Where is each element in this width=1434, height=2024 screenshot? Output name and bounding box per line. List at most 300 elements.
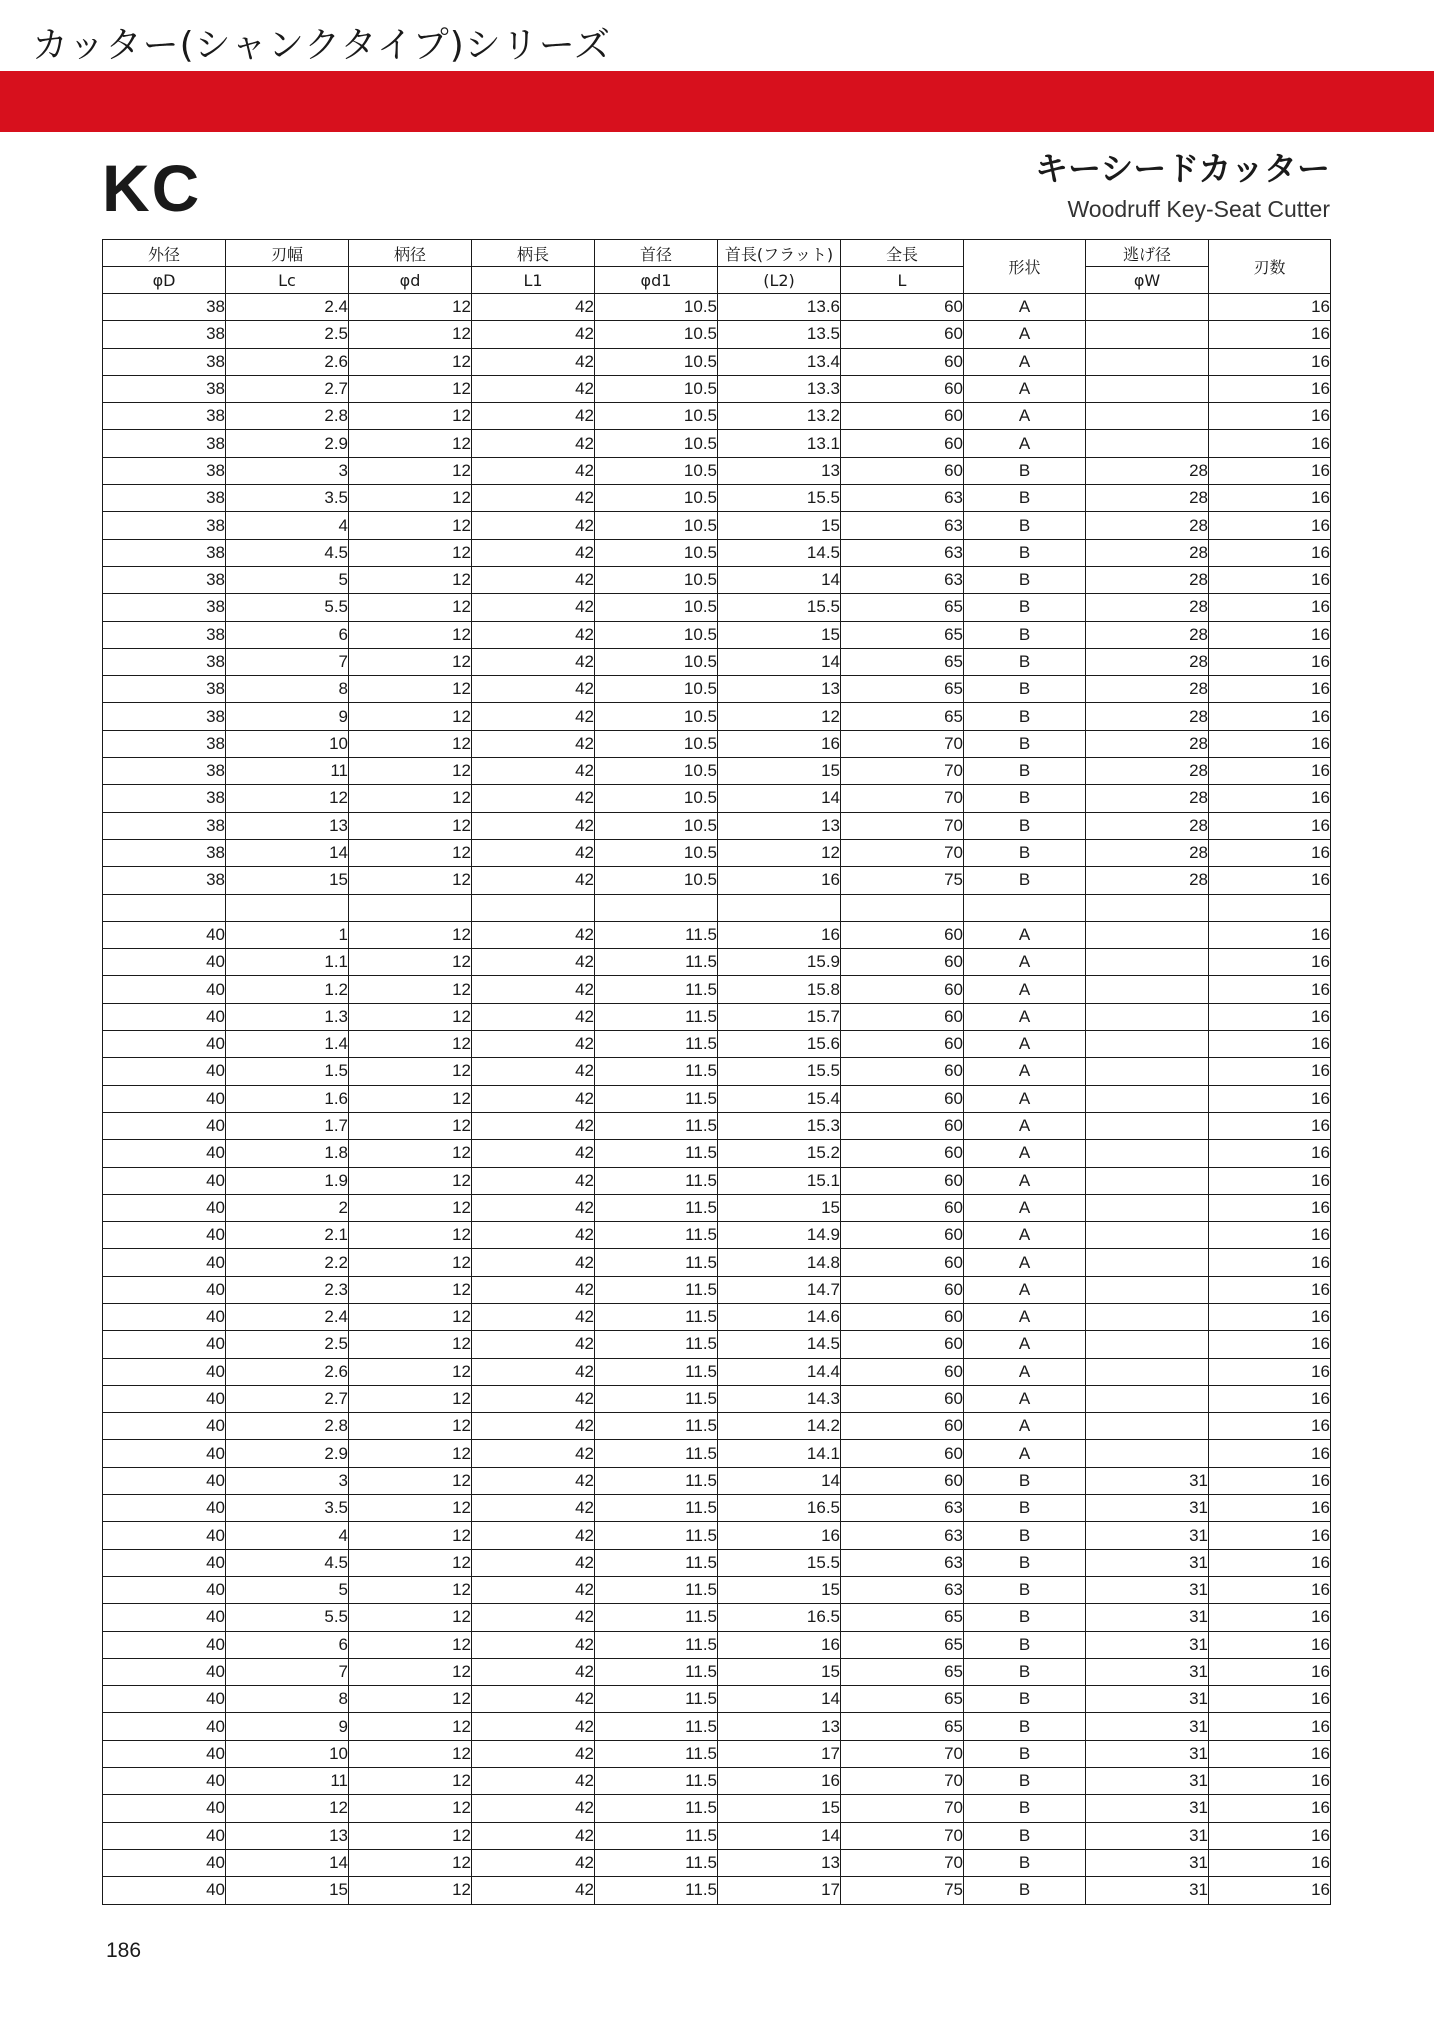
cell-outer-diameter: 38 bbox=[103, 676, 226, 703]
cell-overall-length: 60 bbox=[841, 430, 964, 457]
cell-flutes: 16 bbox=[1209, 1167, 1331, 1194]
cell-relief-diameter bbox=[1086, 1413, 1209, 1440]
cell-shank-diameter: 12 bbox=[349, 648, 472, 675]
cell-shape: A bbox=[964, 1058, 1086, 1085]
cell-shank-diameter: 12 bbox=[349, 812, 472, 839]
cell-shank-diameter: 12 bbox=[349, 1140, 472, 1167]
cell-neck-diameter: 11.5 bbox=[595, 1604, 718, 1631]
cell-relief-diameter: 31 bbox=[1086, 1686, 1209, 1713]
col-symbol-phi-d-outer: φD bbox=[103, 267, 226, 294]
cell-neck-diameter: 10.5 bbox=[595, 785, 718, 812]
cell-neck-length: 16 bbox=[718, 867, 841, 894]
cell-neck-diameter: 11.5 bbox=[595, 1467, 718, 1494]
cell-relief-diameter bbox=[1086, 1222, 1209, 1249]
cell-neck-diameter: 10.5 bbox=[595, 566, 718, 593]
table-row bbox=[103, 1358, 1331, 1385]
cell-blade-width: 3 bbox=[226, 457, 349, 484]
cell-neck-length: 15.1 bbox=[718, 1167, 841, 1194]
cell-outer-diameter: 40 bbox=[103, 1495, 226, 1522]
cell-neck-diameter: 11.5 bbox=[595, 1713, 718, 1740]
table-row bbox=[103, 1276, 1331, 1303]
table-row bbox=[103, 1822, 1331, 1849]
cell-relief-diameter bbox=[1086, 949, 1209, 976]
cell-outer-diameter: 38 bbox=[103, 812, 226, 839]
cell-shank-length: 42 bbox=[472, 621, 595, 648]
cell-shank-diameter: 12 bbox=[349, 1440, 472, 1467]
cell-outer-diameter: 38 bbox=[103, 321, 226, 348]
cell-blade-width: 12 bbox=[226, 785, 349, 812]
cell-shank-length: 42 bbox=[472, 539, 595, 566]
cell-shape: B bbox=[964, 676, 1086, 703]
cell-outer-diameter: 40 bbox=[103, 1604, 226, 1631]
cell-relief-diameter bbox=[1086, 1249, 1209, 1276]
cell-shank-length: 42 bbox=[472, 785, 595, 812]
cell-blade-width: 2.8 bbox=[226, 1413, 349, 1440]
cell-shank-length: 42 bbox=[472, 1358, 595, 1385]
table-row bbox=[103, 1877, 1331, 1904]
cell-outer-diameter: 38 bbox=[103, 348, 226, 375]
cell-outer-diameter: 38 bbox=[103, 839, 226, 866]
cell-blade-width: 5 bbox=[226, 566, 349, 593]
cell-flutes: 16 bbox=[1209, 430, 1331, 457]
cell-shape: B bbox=[964, 539, 1086, 566]
cell-neck-diameter: 10.5 bbox=[595, 839, 718, 866]
cell-shank-diameter: 12 bbox=[349, 1085, 472, 1112]
cell-outer-diameter: 40 bbox=[103, 976, 226, 1003]
cell-blade-width: 2.9 bbox=[226, 430, 349, 457]
cell-blade-width: 14 bbox=[226, 839, 349, 866]
cell-shape: A bbox=[964, 1358, 1086, 1385]
cell-shank-diameter: 12 bbox=[349, 1331, 472, 1358]
cell-overall-length: 60 bbox=[841, 403, 964, 430]
cell-neck-length: 15.9 bbox=[718, 949, 841, 976]
cell-neck-length: 13 bbox=[718, 1713, 841, 1740]
cell-shank-diameter: 12 bbox=[349, 321, 472, 348]
cell-overall-length: 65 bbox=[841, 1713, 964, 1740]
table-row bbox=[103, 976, 1331, 1003]
cell-blade-width: 9 bbox=[226, 1713, 349, 1740]
cell-neck-diameter: 11.5 bbox=[595, 1249, 718, 1276]
cell-blade-width bbox=[226, 894, 349, 921]
cell-relief-diameter: 28 bbox=[1086, 539, 1209, 566]
cell-outer-diameter: 40 bbox=[103, 1822, 226, 1849]
cell-shank-diameter: 12 bbox=[349, 1549, 472, 1576]
cell-shank-diameter: 12 bbox=[349, 730, 472, 757]
cell-overall-length: 60 bbox=[841, 1249, 964, 1276]
cell-flutes: 16 bbox=[1209, 1795, 1331, 1822]
cell-blade-width: 1.4 bbox=[226, 1031, 349, 1058]
cell-neck-diameter: 11.5 bbox=[595, 1385, 718, 1412]
cell-outer-diameter: 38 bbox=[103, 403, 226, 430]
cell-neck-diameter: 10.5 bbox=[595, 703, 718, 730]
cell-neck-diameter: 11.5 bbox=[595, 1222, 718, 1249]
cell-outer-diameter: 40 bbox=[103, 1849, 226, 1876]
cell-shank-length: 42 bbox=[472, 758, 595, 785]
cell-neck-diameter: 10.5 bbox=[595, 375, 718, 402]
cell-outer-diameter: 40 bbox=[103, 1549, 226, 1576]
cell-shank-length: 42 bbox=[472, 1877, 595, 1904]
cell-overall-length: 65 bbox=[841, 1604, 964, 1631]
cell-shank-diameter: 12 bbox=[349, 566, 472, 593]
cell-blade-width: 3.5 bbox=[226, 1495, 349, 1522]
cell-shank-length: 42 bbox=[472, 403, 595, 430]
cell-overall-length: 60 bbox=[841, 949, 964, 976]
cell-blade-width: 10 bbox=[226, 1740, 349, 1767]
cell-shank-length: 42 bbox=[472, 430, 595, 457]
cell-overall-length: 70 bbox=[841, 812, 964, 839]
cell-shape: A bbox=[964, 1276, 1086, 1303]
cell-blade-width: 11 bbox=[226, 1768, 349, 1795]
cell-relief-diameter: 31 bbox=[1086, 1522, 1209, 1549]
cell-neck-length: 15.5 bbox=[718, 485, 841, 512]
table-row bbox=[103, 1604, 1331, 1631]
cell-outer-diameter: 40 bbox=[103, 1003, 226, 1030]
cell-blade-width: 3 bbox=[226, 1467, 349, 1494]
cell-neck-diameter: 11.5 bbox=[595, 949, 718, 976]
cell-shank-length: 42 bbox=[472, 867, 595, 894]
cell-neck-length: 14.3 bbox=[718, 1385, 841, 1412]
table-row bbox=[103, 1576, 1331, 1603]
cell-overall-length: 60 bbox=[841, 1276, 964, 1303]
cell-blade-width: 4.5 bbox=[226, 1549, 349, 1576]
cell-blade-width: 1.9 bbox=[226, 1167, 349, 1194]
cell-neck-length: 15.5 bbox=[718, 1549, 841, 1576]
cell-relief-diameter bbox=[1086, 1303, 1209, 1330]
cell-shank-length: 42 bbox=[472, 1385, 595, 1412]
table-row bbox=[103, 1740, 1331, 1767]
cell-shank-diameter: 12 bbox=[349, 594, 472, 621]
cell-overall-length: 65 bbox=[841, 1631, 964, 1658]
cell-neck-length: 15 bbox=[718, 1576, 841, 1603]
cell-overall-length: 65 bbox=[841, 621, 964, 648]
cell-outer-diameter: 38 bbox=[103, 648, 226, 675]
cell-flutes: 16 bbox=[1209, 648, 1331, 675]
page-number: 186 bbox=[106, 1939, 142, 1962]
cell-neck-diameter bbox=[595, 894, 718, 921]
cell-blade-width: 1.5 bbox=[226, 1058, 349, 1085]
cell-shank-length: 42 bbox=[472, 812, 595, 839]
cell-blade-width: 1.1 bbox=[226, 949, 349, 976]
cell-relief-diameter bbox=[1086, 1003, 1209, 1030]
cell-neck-diameter: 11.5 bbox=[595, 1167, 718, 1194]
cell-flutes: 16 bbox=[1209, 512, 1331, 539]
cell-neck-diameter: 11.5 bbox=[595, 1140, 718, 1167]
table-row bbox=[103, 1140, 1331, 1167]
cell-overall-length: 60 bbox=[841, 1003, 964, 1030]
cell-shape: A bbox=[964, 976, 1086, 1003]
cell-neck-diameter: 11.5 bbox=[595, 1276, 718, 1303]
col-symbol-l2: (L2) bbox=[718, 267, 841, 294]
cell-flutes: 16 bbox=[1209, 1249, 1331, 1276]
cell-shank-diameter: 12 bbox=[349, 1658, 472, 1685]
cell-overall-length: 60 bbox=[841, 348, 964, 375]
table-row bbox=[103, 1385, 1331, 1412]
cell-shank-length: 42 bbox=[472, 1140, 595, 1167]
table-row bbox=[103, 676, 1331, 703]
cell-shank-diameter: 12 bbox=[349, 375, 472, 402]
cell-blade-width: 1.3 bbox=[226, 1003, 349, 1030]
cell-shape: B bbox=[964, 1849, 1086, 1876]
cell-flutes: 16 bbox=[1209, 1413, 1331, 1440]
cell-neck-length bbox=[718, 894, 841, 921]
cell-neck-length: 16 bbox=[718, 1768, 841, 1795]
col-symbol-phi-w: φW bbox=[1086, 267, 1209, 294]
header-row-symbols bbox=[103, 267, 1331, 294]
cell-overall-length: 65 bbox=[841, 648, 964, 675]
cell-flutes: 16 bbox=[1209, 949, 1331, 976]
cell-shape: A bbox=[964, 1222, 1086, 1249]
cell-blade-width: 8 bbox=[226, 1686, 349, 1713]
cell-flutes: 16 bbox=[1209, 1713, 1331, 1740]
cell-shape: A bbox=[964, 403, 1086, 430]
cell-overall-length: 63 bbox=[841, 485, 964, 512]
cell-overall-length: 70 bbox=[841, 758, 964, 785]
cell-blade-width: 2.8 bbox=[226, 403, 349, 430]
cell-shape: A bbox=[964, 1440, 1086, 1467]
cell-outer-diameter: 38 bbox=[103, 758, 226, 785]
cell-shape: B bbox=[964, 1604, 1086, 1631]
cell-overall-length: 70 bbox=[841, 730, 964, 757]
cell-neck-length: 14.5 bbox=[718, 539, 841, 566]
table-row bbox=[103, 1495, 1331, 1522]
cell-shape: A bbox=[964, 348, 1086, 375]
table-row bbox=[103, 1167, 1331, 1194]
cell-relief-diameter bbox=[1086, 976, 1209, 1003]
cell-relief-diameter: 31 bbox=[1086, 1795, 1209, 1822]
cell-shape: B bbox=[964, 1631, 1086, 1658]
table-row bbox=[103, 894, 1331, 921]
cell-shape: B bbox=[964, 1822, 1086, 1849]
cell-overall-length: 63 bbox=[841, 539, 964, 566]
cell-neck-length: 15 bbox=[718, 1795, 841, 1822]
cell-overall-length: 75 bbox=[841, 867, 964, 894]
cell-shank-diameter: 12 bbox=[349, 1276, 472, 1303]
cell-outer-diameter: 38 bbox=[103, 703, 226, 730]
cell-overall-length: 60 bbox=[841, 1194, 964, 1221]
col-header-neck-length: 首長(フラット) bbox=[718, 240, 841, 267]
cell-overall-length: 60 bbox=[841, 1085, 964, 1112]
cell-neck-diameter: 11.5 bbox=[595, 1331, 718, 1358]
cell-blade-width: 2 bbox=[226, 1194, 349, 1221]
cell-relief-diameter bbox=[1086, 921, 1209, 948]
cell-shank-diameter: 12 bbox=[349, 1031, 472, 1058]
cell-relief-diameter bbox=[1086, 1140, 1209, 1167]
cell-shape: A bbox=[964, 1003, 1086, 1030]
cell-neck-diameter: 11.5 bbox=[595, 1658, 718, 1685]
cell-relief-diameter: 28 bbox=[1086, 839, 1209, 866]
header-red-band bbox=[0, 71, 1434, 132]
cell-shape: B bbox=[964, 812, 1086, 839]
cell-blade-width: 2.6 bbox=[226, 348, 349, 375]
cell-neck-diameter: 11.5 bbox=[595, 1549, 718, 1576]
cell-flutes: 16 bbox=[1209, 321, 1331, 348]
cell-blade-width: 1.7 bbox=[226, 1112, 349, 1139]
cell-neck-diameter: 10.5 bbox=[595, 403, 718, 430]
cell-neck-diameter: 10.5 bbox=[595, 676, 718, 703]
col-symbol-lc: Lc bbox=[226, 267, 349, 294]
cell-shape: B bbox=[964, 1686, 1086, 1713]
cell-shape: A bbox=[964, 1085, 1086, 1112]
cell-flutes: 16 bbox=[1209, 375, 1331, 402]
cell-shape: B bbox=[964, 1795, 1086, 1822]
cell-flutes: 16 bbox=[1209, 1604, 1331, 1631]
cell-overall-length: 60 bbox=[841, 1467, 964, 1494]
cell-neck-diameter: 11.5 bbox=[595, 1112, 718, 1139]
cell-flutes: 16 bbox=[1209, 485, 1331, 512]
cell-neck-diameter: 10.5 bbox=[595, 621, 718, 648]
cell-neck-diameter: 11.5 bbox=[595, 1740, 718, 1767]
cell-shape: B bbox=[964, 1713, 1086, 1740]
cell-flutes: 16 bbox=[1209, 1385, 1331, 1412]
cell-flutes: 16 bbox=[1209, 921, 1331, 948]
cell-shank-diameter: 12 bbox=[349, 485, 472, 512]
cell-neck-diameter: 10.5 bbox=[595, 594, 718, 621]
cell-shank-length: 42 bbox=[472, 703, 595, 730]
cell-shank-diameter: 12 bbox=[349, 1222, 472, 1249]
cell-shape: B bbox=[964, 566, 1086, 593]
col-header-flutes: 刃数 bbox=[1209, 240, 1331, 294]
cell-outer-diameter: 38 bbox=[103, 785, 226, 812]
cell-shape: B bbox=[964, 594, 1086, 621]
cell-shape: A bbox=[964, 294, 1086, 321]
col-header-overall-length: 全長 bbox=[841, 240, 964, 267]
cell-shape: B bbox=[964, 1576, 1086, 1603]
cell-blade-width: 6 bbox=[226, 1631, 349, 1658]
cell-blade-width: 1.8 bbox=[226, 1140, 349, 1167]
cell-shape: A bbox=[964, 1413, 1086, 1440]
cell-outer-diameter: 40 bbox=[103, 1331, 226, 1358]
cell-relief-diameter: 28 bbox=[1086, 785, 1209, 812]
table-row bbox=[103, 839, 1331, 866]
cell-flutes: 16 bbox=[1209, 566, 1331, 593]
cell-shank-diameter: 12 bbox=[349, 539, 472, 566]
table-row bbox=[103, 703, 1331, 730]
cell-relief-diameter: 31 bbox=[1086, 1658, 1209, 1685]
cell-relief-diameter bbox=[1086, 1276, 1209, 1303]
cell-shank-diameter: 12 bbox=[349, 1058, 472, 1085]
cell-overall-length: 60 bbox=[841, 1413, 964, 1440]
cell-shape: B bbox=[964, 1467, 1086, 1494]
cell-blade-width: 14 bbox=[226, 1849, 349, 1876]
cell-shape: A bbox=[964, 1303, 1086, 1330]
cell-flutes: 16 bbox=[1209, 1576, 1331, 1603]
col-header-blade-width: 刃幅 bbox=[226, 240, 349, 267]
cell-overall-length: 65 bbox=[841, 703, 964, 730]
cell-shank-diameter: 12 bbox=[349, 1822, 472, 1849]
cell-outer-diameter: 40 bbox=[103, 1167, 226, 1194]
cell-blade-width: 10 bbox=[226, 730, 349, 757]
cell-relief-diameter: 28 bbox=[1086, 485, 1209, 512]
cell-overall-length: 60 bbox=[841, 1303, 964, 1330]
cell-flutes: 16 bbox=[1209, 1467, 1331, 1494]
table-row bbox=[103, 1522, 1331, 1549]
cell-shank-diameter: 12 bbox=[349, 1686, 472, 1713]
cell-neck-length: 14.1 bbox=[718, 1440, 841, 1467]
cell-flutes: 16 bbox=[1209, 1822, 1331, 1849]
cell-shank-length: 42 bbox=[472, 1249, 595, 1276]
cell-outer-diameter: 38 bbox=[103, 730, 226, 757]
cell-neck-length: 14.5 bbox=[718, 1331, 841, 1358]
cell-shank-diameter: 12 bbox=[349, 430, 472, 457]
cell-overall-length: 65 bbox=[841, 1686, 964, 1713]
cell-shank-diameter: 12 bbox=[349, 1249, 472, 1276]
cell-outer-diameter: 40 bbox=[103, 1358, 226, 1385]
cell-shank-length: 42 bbox=[472, 375, 595, 402]
cell-blade-width: 9 bbox=[226, 703, 349, 730]
cell-shank-diameter: 12 bbox=[349, 867, 472, 894]
cell-shank-diameter: 12 bbox=[349, 294, 472, 321]
cell-flutes: 16 bbox=[1209, 294, 1331, 321]
cell-neck-length: 14 bbox=[718, 648, 841, 675]
cell-neck-length: 16.5 bbox=[718, 1604, 841, 1631]
cell-shape: A bbox=[964, 1031, 1086, 1058]
cell-flutes: 16 bbox=[1209, 1877, 1331, 1904]
cell-shape: A bbox=[964, 921, 1086, 948]
cell-neck-diameter: 11.5 bbox=[595, 921, 718, 948]
cell-shank-diameter: 12 bbox=[349, 1795, 472, 1822]
col-header-shank-diameter: 柄径 bbox=[349, 240, 472, 267]
cell-relief-diameter bbox=[1086, 294, 1209, 321]
table-row bbox=[103, 648, 1331, 675]
cell-outer-diameter: 40 bbox=[103, 1795, 226, 1822]
cell-shape bbox=[964, 894, 1086, 921]
cell-outer-diameter: 40 bbox=[103, 1085, 226, 1112]
cell-blade-width: 2.5 bbox=[226, 321, 349, 348]
cell-overall-length: 70 bbox=[841, 785, 964, 812]
cell-shape: B bbox=[964, 730, 1086, 757]
cell-shank-length: 42 bbox=[472, 1740, 595, 1767]
cell-neck-diameter: 10.5 bbox=[595, 730, 718, 757]
cell-shape: A bbox=[964, 430, 1086, 457]
cell-flutes: 16 bbox=[1209, 1631, 1331, 1658]
cell-flutes: 16 bbox=[1209, 839, 1331, 866]
cell-overall-length: 75 bbox=[841, 1877, 964, 1904]
cell-flutes: 16 bbox=[1209, 730, 1331, 757]
table-row bbox=[103, 485, 1331, 512]
cell-flutes: 16 bbox=[1209, 539, 1331, 566]
cell-outer-diameter: 38 bbox=[103, 512, 226, 539]
cell-blade-width: 13 bbox=[226, 812, 349, 839]
cell-shape: B bbox=[964, 758, 1086, 785]
cell-shape: A bbox=[964, 1249, 1086, 1276]
cell-neck-length: 15 bbox=[718, 1658, 841, 1685]
cell-relief-diameter: 31 bbox=[1086, 1713, 1209, 1740]
cell-blade-width: 4 bbox=[226, 1522, 349, 1549]
cell-blade-width: 6 bbox=[226, 621, 349, 648]
cell-shank-diameter: 12 bbox=[349, 676, 472, 703]
cell-neck-diameter: 11.5 bbox=[595, 1085, 718, 1112]
cell-relief-diameter: 31 bbox=[1086, 1495, 1209, 1522]
cell-neck-length: 13 bbox=[718, 676, 841, 703]
cell-flutes: 16 bbox=[1209, 1140, 1331, 1167]
cell-shank-length: 42 bbox=[472, 321, 595, 348]
table-row bbox=[103, 1549, 1331, 1576]
cell-shape: A bbox=[964, 1140, 1086, 1167]
table-row bbox=[103, 1467, 1331, 1494]
cell-relief-diameter: 28 bbox=[1086, 867, 1209, 894]
cell-flutes: 16 bbox=[1209, 1331, 1331, 1358]
cell-neck-diameter: 11.5 bbox=[595, 1440, 718, 1467]
cell-outer-diameter: 38 bbox=[103, 375, 226, 402]
cell-neck-length: 15 bbox=[718, 1194, 841, 1221]
cell-shank-length: 42 bbox=[472, 1604, 595, 1631]
table-row bbox=[103, 812, 1331, 839]
cell-neck-length: 15.5 bbox=[718, 1058, 841, 1085]
cell-neck-length: 15 bbox=[718, 758, 841, 785]
table-row bbox=[103, 1058, 1331, 1085]
cell-neck-diameter: 10.5 bbox=[595, 812, 718, 839]
cell-shank-length: 42 bbox=[472, 1303, 595, 1330]
